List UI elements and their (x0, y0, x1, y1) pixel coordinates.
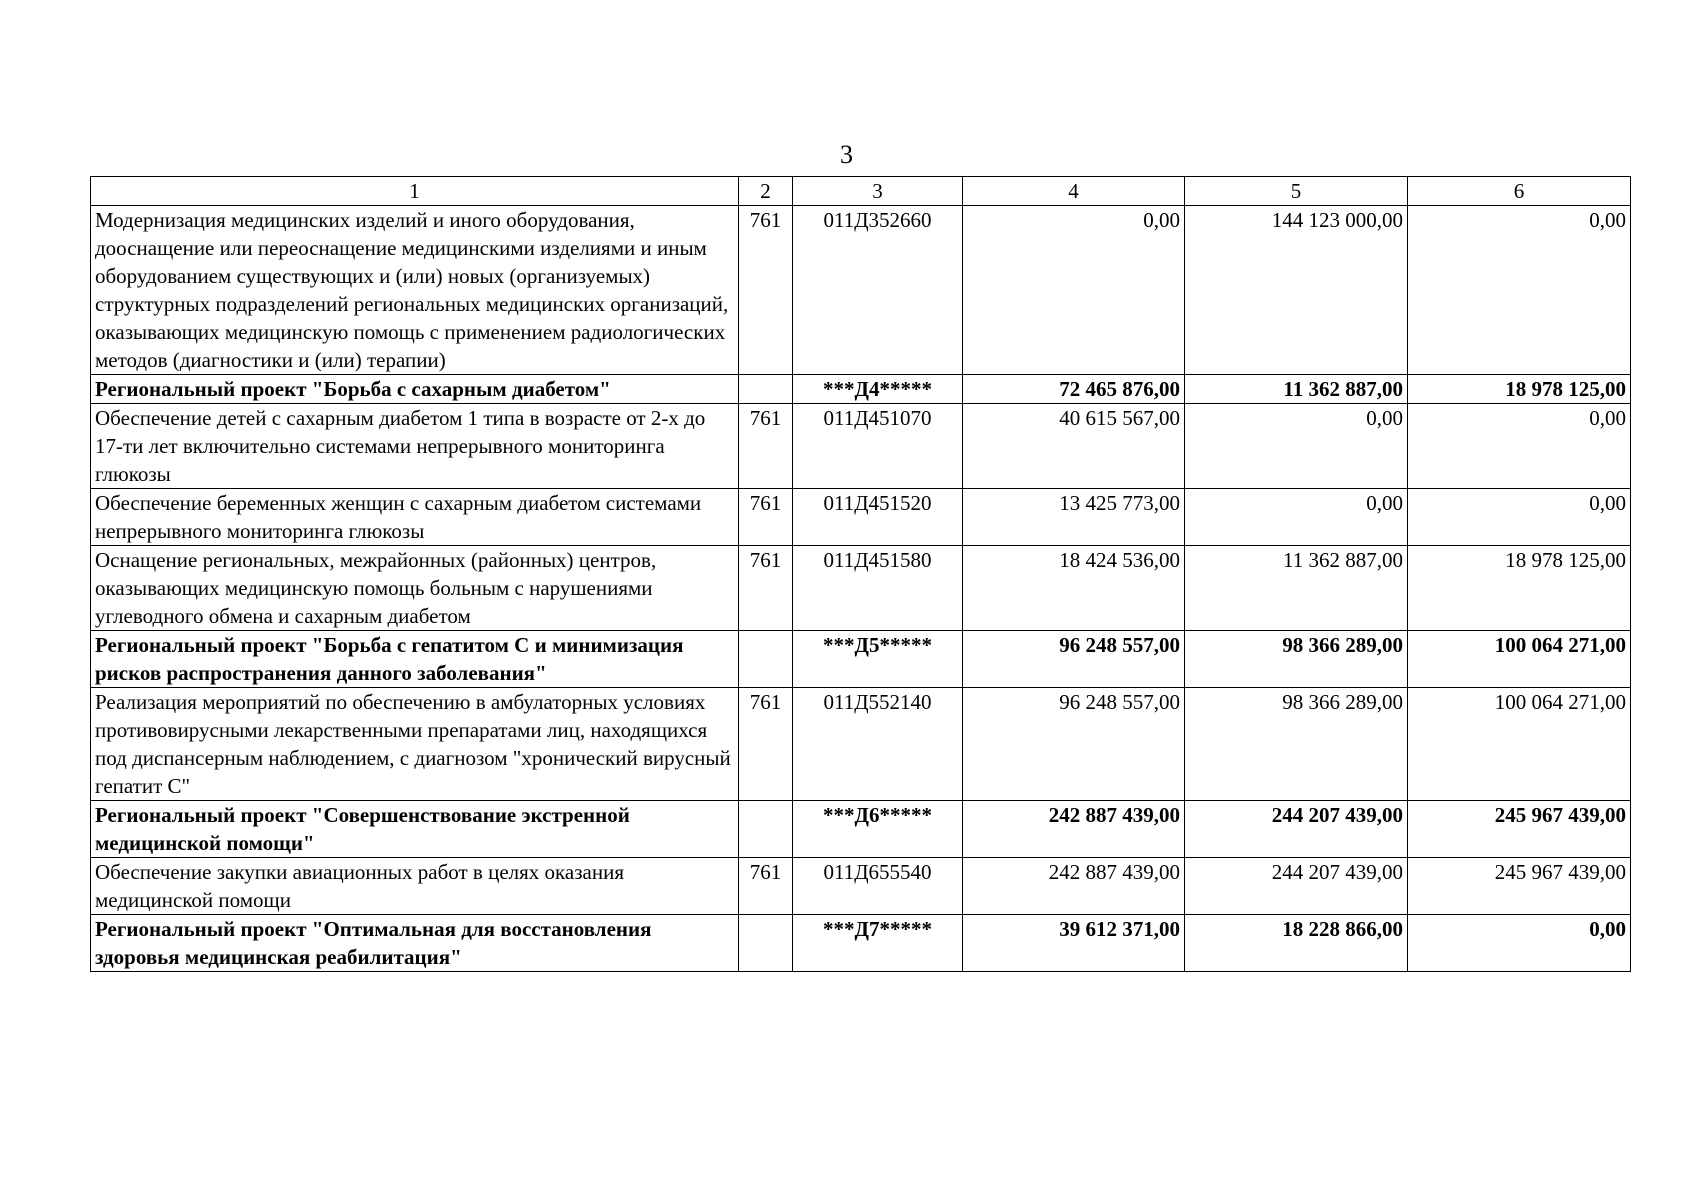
row-value-col6: 0,00 (1408, 489, 1631, 546)
row-code-cell: ***Д6***** (793, 801, 963, 858)
row-name-cell: Региональный проект "Совершенствование экстренной медицинской помощи" (91, 801, 739, 858)
table-row (91, 206, 1631, 375)
row-name-cell: Модернизация медицинских изделий и иного оборудования, дооснащение или переоснащение медицинскими изделиями и иным оборудованием существующих и (или) новых (организуемых) структурных подразделений региональных медицинских организаций, оказывающих медицинскую помощь с применением радиологических методов (диагностики и (или) терапии) (91, 206, 739, 375)
row-value-col4: 40 615 567,00 (963, 404, 1185, 489)
table-row (91, 546, 1631, 631)
table-row-project (91, 375, 1631, 404)
row-chapter-cell (739, 375, 793, 404)
row-code-cell: 011Д352660 (793, 206, 963, 375)
column-header: 4 (963, 177, 1185, 206)
row-chapter-cell: 761 (739, 489, 793, 546)
budget-table (90, 176, 1631, 972)
row-chapter-cell: 761 (739, 546, 793, 631)
row-value-col6: 0,00 (1408, 915, 1631, 972)
row-chapter-cell (739, 631, 793, 688)
row-value-col6: 0,00 (1408, 206, 1631, 375)
row-code-cell: ***Д7***** (793, 915, 963, 972)
row-value-col6: 0,00 (1408, 404, 1631, 489)
row-name-cell: Реализация мероприятий по обеспечению в амбулаторных условиях противовирусными лекарственными препаратами лиц, находящихся под диспансерным наблюдением, с диагнозом "хронический вирусный гепатит С" (91, 688, 739, 801)
table-row (91, 489, 1631, 546)
column-header: 6 (1408, 177, 1631, 206)
page-number: 3 (840, 140, 853, 169)
row-code-cell: 011Д451520 (793, 489, 963, 546)
row-chapter-cell (739, 801, 793, 858)
row-name-cell: Региональный проект "Борьба с гепатитом С и минимизация рисков распространения данного заболевания" (91, 631, 739, 688)
row-value-col5: 98 366 289,00 (1185, 688, 1408, 801)
row-value-col4: 96 248 557,00 (963, 688, 1185, 801)
row-name-cell: Обеспечение закупки авиационных работ в целях оказания медицинской помощи (91, 858, 739, 915)
row-value-col6: 18 978 125,00 (1408, 546, 1631, 631)
row-value-col5: 98 366 289,00 (1185, 631, 1408, 688)
row-chapter-cell: 761 (739, 206, 793, 375)
column-header: 3 (793, 177, 963, 206)
row-chapter-cell: 761 (739, 404, 793, 489)
table-row-project (91, 801, 1631, 858)
row-name-cell: Обеспечение детей с сахарным диабетом 1 типа в возрасте от 2-х до 17-ти лет включительно системами непрерывного мониторинга глюкозы (91, 404, 739, 489)
row-name-cell: Оснащение региональных, межрайонных (районных) центров, оказывающих медицинскую помощь больным с нарушениями углеводного обмена и сахарным диабетом (91, 546, 739, 631)
row-chapter-cell: 761 (739, 858, 793, 915)
row-value-col4: 242 887 439,00 (963, 801, 1185, 858)
row-value-col5: 244 207 439,00 (1185, 801, 1408, 858)
row-value-col4: 72 465 876,00 (963, 375, 1185, 404)
table-row-project (91, 631, 1631, 688)
row-name-cell: Обеспечение беременных женщин с сахарным диабетом системами непрерывного мониторинга глюкозы (91, 489, 739, 546)
row-value-col4: 96 248 557,00 (963, 631, 1185, 688)
row-value-col5: 244 207 439,00 (1185, 858, 1408, 915)
table-row (91, 858, 1631, 915)
row-code-cell: 011Д451070 (793, 404, 963, 489)
row-name-cell: Региональный проект "Оптимальная для восстановления здоровья медицинская реабилитация" (91, 915, 739, 972)
row-name-cell: Региональный проект "Борьба с сахарным диабетом" (91, 375, 739, 404)
row-code-cell: 011Д655540 (793, 858, 963, 915)
row-code-cell: 011Д552140 (793, 688, 963, 801)
row-value-col4: 13 425 773,00 (963, 489, 1185, 546)
row-chapter-cell: 761 (739, 688, 793, 801)
row-chapter-cell (739, 915, 793, 972)
table-body (91, 206, 1631, 972)
table-row (91, 404, 1631, 489)
row-value-col6: 100 064 271,00 (1408, 631, 1631, 688)
row-value-col4: 18 424 536,00 (963, 546, 1185, 631)
column-header: 2 (739, 177, 793, 206)
row-value-col5: 11 362 887,00 (1185, 375, 1408, 404)
row-value-col5: 0,00 (1185, 489, 1408, 546)
row-value-col6: 18 978 125,00 (1408, 375, 1631, 404)
row-value-col4: 0,00 (963, 206, 1185, 375)
row-code-cell: ***Д4***** (793, 375, 963, 404)
row-value-col5: 144 123 000,00 (1185, 206, 1408, 375)
row-value-col5: 0,00 (1185, 404, 1408, 489)
row-code-cell: 011Д451580 (793, 546, 963, 631)
row-value-col5: 18 228 866,00 (1185, 915, 1408, 972)
row-value-col4: 242 887 439,00 (963, 858, 1185, 915)
column-header: 1 (91, 177, 739, 206)
row-value-col6: 245 967 439,00 (1408, 858, 1631, 915)
row-code-cell: ***Д5***** (793, 631, 963, 688)
row-value-col5: 11 362 887,00 (1185, 546, 1408, 631)
column-header: 5 (1185, 177, 1408, 206)
row-value-col6: 100 064 271,00 (1408, 688, 1631, 801)
table-row (91, 688, 1631, 801)
row-value-col4: 39 612 371,00 (963, 915, 1185, 972)
table-header-row (91, 177, 1631, 206)
table-row-project (91, 915, 1631, 972)
row-value-col6: 245 967 439,00 (1408, 801, 1631, 858)
